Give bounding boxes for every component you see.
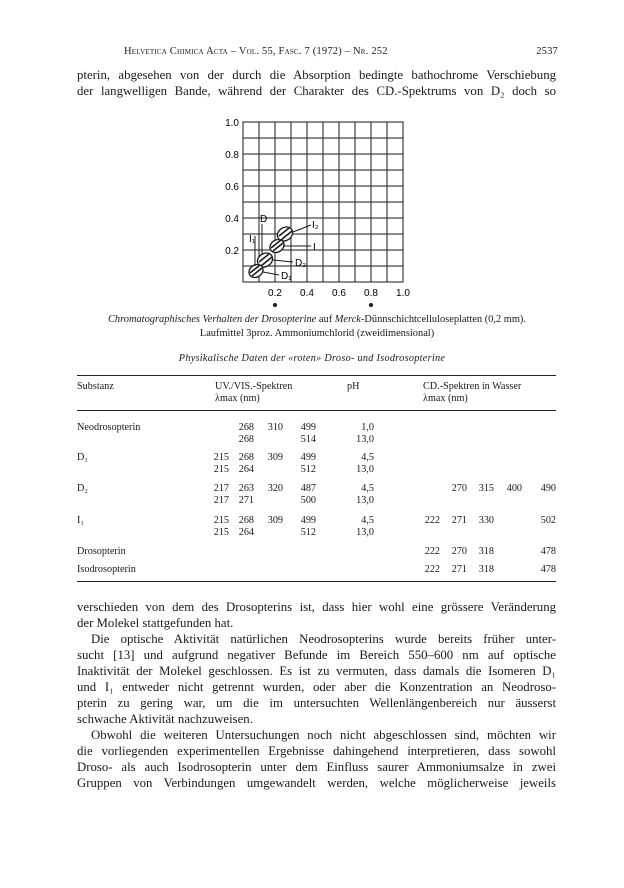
uv-value: 499 <box>300 515 316 526</box>
table-top-rule <box>77 375 556 376</box>
figure-caption <box>74 313 560 341</box>
ph-value: 13,0 <box>356 464 374 475</box>
ph-value: 13,0 <box>356 527 374 538</box>
substance-name: D₁ <box>77 452 88 463</box>
spot-label: D₂ <box>295 258 307 269</box>
cd-value: 478 <box>540 564 556 575</box>
uv-value: 268 <box>238 515 254 526</box>
text-line: Gruppen von Verbindungen umgewandelt werden, welche möglicherweise jeweils <box>77 776 556 790</box>
substance-name: Isodrosopterin <box>77 564 136 575</box>
header-uv: UV./VIS.-Spektren <box>215 381 293 392</box>
y-tick-label: 1.0 <box>225 118 239 129</box>
table-header-rule <box>77 410 556 411</box>
origin-dot <box>273 303 277 307</box>
y-tick-label: 0.6 <box>225 182 239 193</box>
ph-value: 13,0 <box>356 495 374 506</box>
cd-value: 478 <box>540 546 556 557</box>
cd-value: 315 <box>478 483 494 494</box>
page-number: 2537 <box>536 46 558 57</box>
uv-value: 215 <box>213 464 229 475</box>
uv-value: 271 <box>238 495 254 506</box>
ph-value: 4,5 <box>361 452 374 463</box>
cd-value: 222 <box>424 515 440 526</box>
text-line: Droso- als auch Isodrosopterin unter dem Einfluss saurer Ammoniumsalze in zwei <box>77 760 556 774</box>
text-line: die vorliegenden experimentellen Ergebnisse dahingehend interpretieren, dass sowohl <box>77 744 556 758</box>
journal-header: Helvetica Chimica Acta – Vol. 55, Fasc. 7 (1972) – Nr. 252 <box>124 46 388 57</box>
header-substanz: Substanz <box>77 381 114 392</box>
x-tick-label: 0.2 <box>268 288 282 299</box>
x-tick-label: 0.6 <box>332 288 346 299</box>
spot-label: I₂ <box>312 220 319 231</box>
uv-value: 310 <box>267 422 283 433</box>
cd-value: 502 <box>540 515 556 526</box>
caption-italic: Chromatographisches Verhalten der Drosopterine <box>108 314 317 325</box>
header-ph: pH <box>347 381 360 392</box>
cd-value: 490 <box>540 483 556 494</box>
uv-value: 268 <box>238 434 254 445</box>
spot-label: D₁ <box>281 271 292 282</box>
header-cd-sub: λmax (nm) <box>423 393 468 404</box>
paragraph-bottom <box>77 599 556 791</box>
uv-value: 217 <box>213 483 229 494</box>
table-title: Physikalische Daten der «roten» Droso- und Isodrosopterine <box>178 353 446 364</box>
spot-label: I₁ <box>249 234 256 245</box>
text-line: verschieden von dem des Drosopterins ist, dass hier wohl eine grössere Veränderung <box>77 600 556 614</box>
uv-value: 320 <box>267 483 283 494</box>
uv-value: 499 <box>300 452 316 463</box>
caption-line-2: Laufmittel 3proz. Ammoniumchlorid (zweidimensional) <box>199 328 435 339</box>
uv-value: 215 <box>213 452 229 463</box>
uv-value: 512 <box>300 464 316 475</box>
uv-value: 215 <box>213 515 229 526</box>
uv-value: 309 <box>267 515 283 526</box>
text-line: pterin, abgesehen von der durch die Absorption bedingte bathochrome Verschiebung <box>77 68 556 82</box>
text-line: sucht [13] und aufgrund negativer Befunde im Bereich 550–600 nm auf optische <box>77 648 556 662</box>
text-line: der Molekel stattgefunden hat. <box>77 616 234 630</box>
text-line: Inaktivität der Molekel geschlossen. Es ist zu vermuten, dass damals die Isomeren D₁ <box>77 664 556 678</box>
cd-value: 222 <box>424 564 440 575</box>
uv-value: 487 <box>300 483 316 494</box>
uv-value: 268 <box>238 422 254 433</box>
text-line: pterin zu gering war, um die im untersuchten Wellenlängenbereich nur äusserst <box>77 696 556 710</box>
caption-merck: Merck <box>334 314 361 325</box>
uv-value: 268 <box>238 452 254 463</box>
substance-name: D₂ <box>77 483 88 494</box>
ph-value: 1,0 <box>361 422 374 433</box>
uv-value: 215 <box>213 527 229 538</box>
origin-dot <box>369 303 373 307</box>
uv-value: 514 <box>300 434 316 445</box>
x-tick-label: 1.0 <box>396 288 410 299</box>
uv-value: 217 <box>213 495 229 506</box>
table-bottom-rule <box>77 581 556 582</box>
spot-label: I <box>313 242 316 253</box>
paragraph-top <box>77 67 556 99</box>
uv-value: 309 <box>267 452 283 463</box>
ph-value: 4,5 <box>361 515 374 526</box>
ph-value: 13,0 <box>356 434 374 445</box>
cd-value: 271 <box>451 564 467 575</box>
cd-value: 222 <box>424 546 440 557</box>
uv-value: 499 <box>300 422 316 433</box>
substance-name: Drosopterin <box>77 546 126 557</box>
header-cd: CD.-Spektren in Wasser <box>423 381 522 392</box>
uv-value: 263 <box>238 483 254 494</box>
y-tick-label: 0.8 <box>225 150 239 161</box>
spot-hatching <box>250 228 292 276</box>
uv-value: 264 <box>238 464 254 475</box>
uv-value: 512 <box>300 527 316 538</box>
substance-name: I₁ <box>77 515 84 526</box>
caption-rest: -Dünnschichtcelluloseplatten (0,2 mm). <box>360 314 526 325</box>
x-tick-label: 0.4 <box>300 288 314 299</box>
caption-line-1 <box>74 313 560 327</box>
text-line: schwache Aktivität nachzuweisen. <box>77 712 253 726</box>
text-line: der langwelligen Bande, während der Charakter des CD.-Spektrums von D₂ doch so <box>77 84 556 98</box>
cd-value: 270 <box>451 546 467 557</box>
cd-value: 270 <box>451 483 467 494</box>
text-line: und I₁ entweder nicht getrennt wurden, oder aber die Konzentration an Neodroso- <box>77 680 556 694</box>
y-tick-label: 0.2 <box>225 246 239 257</box>
text-line: Obwohl die weiteren Untersuchungen noch nicht abgeschlossen sind, möchten wir <box>91 728 556 742</box>
caption-mid: auf <box>316 314 335 325</box>
uv-value: 500 <box>300 495 316 506</box>
spot-label: D <box>260 214 268 225</box>
substance-name: Neodrosopterin <box>77 422 141 433</box>
text-line: Die optische Aktivität natürlichen Neodrosopterins wurde bereits früher unter- <box>91 632 556 646</box>
y-tick-label: 0.4 <box>225 214 239 225</box>
header-uv-sub: λmax (nm) <box>215 393 260 404</box>
cd-value: 318 <box>478 564 494 575</box>
cd-value: 330 <box>478 515 494 526</box>
chromatogram-figure <box>215 112 415 308</box>
cd-value: 318 <box>478 546 494 557</box>
ph-value: 4,5 <box>361 483 374 494</box>
cd-value: 271 <box>451 515 467 526</box>
cd-value: 400 <box>506 483 522 494</box>
uv-value: 264 <box>238 527 254 538</box>
x-tick-label: 0.8 <box>364 288 378 299</box>
